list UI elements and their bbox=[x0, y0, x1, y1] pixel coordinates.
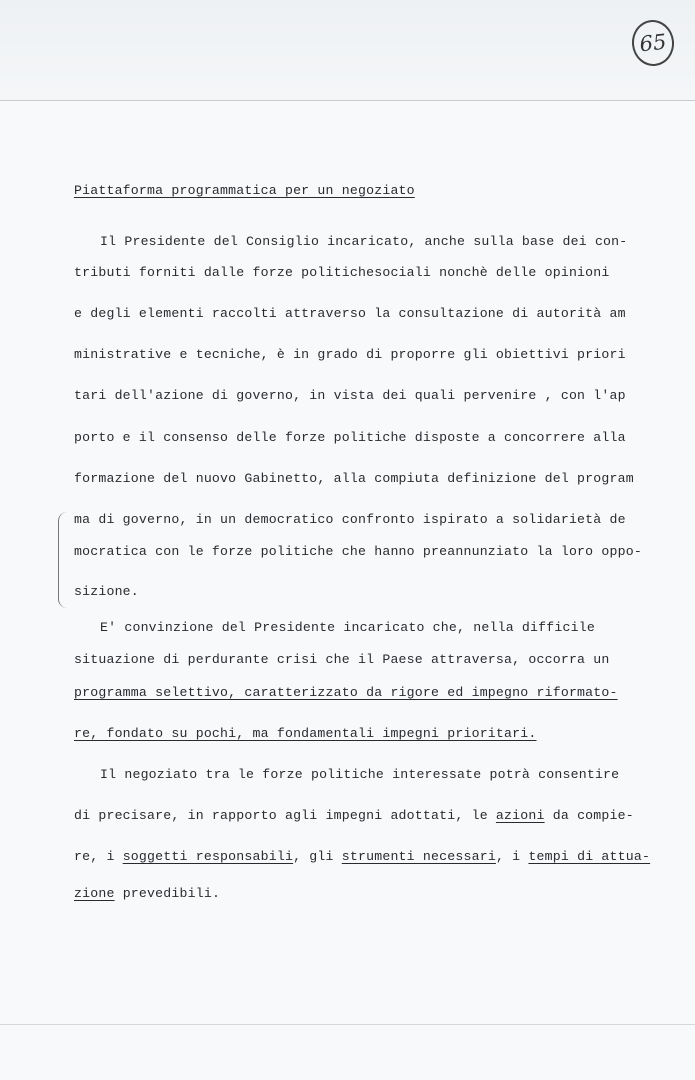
text-span: , gli bbox=[293, 849, 342, 864]
text-span: re, i bbox=[74, 849, 123, 864]
text-line-underlined: re, fondato su pochi, ma fondamentali impegni prioritari. bbox=[74, 726, 537, 741]
text-line bbox=[74, 849, 650, 864]
text-line: situazione di perdurante crisi che il Paese attraversa, occorra un bbox=[74, 652, 610, 667]
text-line: formazione del nuovo Gabinetto, alla compiuta definizione del program bbox=[74, 471, 634, 486]
text-line: E' convinzione del Presidente incaricato che, nella difficile bbox=[100, 620, 595, 635]
underlined-term: azioni bbox=[495, 808, 545, 823]
text-span: di precisare, in rapporto agli impegni adottati, le bbox=[74, 808, 496, 823]
text-line: e degli elementi raccolti attraverso la consultazione di autorità am bbox=[74, 306, 626, 321]
margin-bracket bbox=[58, 512, 67, 608]
text-line bbox=[74, 886, 220, 901]
text-line-underlined: programma selettivo, caratterizzato da rigore ed impegno riformato- bbox=[74, 685, 618, 700]
scan-header-band bbox=[0, 0, 695, 101]
text-line: mocratica con le forze politiche che hanno preannunziato la loro oppo- bbox=[74, 544, 642, 559]
text-line: ma di governo, in un democratico confronto ispirato a solidarietà de bbox=[74, 512, 626, 527]
document-title: Piattaforma programmatica per un negoziato bbox=[74, 183, 415, 198]
text-line: tributi forniti dalle forze politichesociali nonchè delle opinioni bbox=[74, 265, 610, 280]
text-line: Il Presidente del Consiglio incaricato, anche sulla base dei con- bbox=[100, 234, 628, 249]
text-line: sizione. bbox=[74, 584, 139, 599]
underlined-term: strumenti necessari bbox=[341, 849, 496, 864]
text-line bbox=[74, 808, 634, 823]
underlined-term: soggetti responsabili bbox=[122, 849, 294, 864]
text-line: porto e il consenso delle forze politiche disposte a concorrere alla bbox=[74, 430, 626, 445]
text-line: Il negoziato tra le forze politiche interessate potrà consentire bbox=[100, 767, 620, 782]
page-number-stamp: 65 bbox=[630, 18, 677, 68]
text-line: ministrative e tecniche, è in grado di proporre gli obiettivi priori bbox=[74, 347, 626, 362]
underlined-term: zione bbox=[74, 886, 115, 901]
text-line: tari dell'azione di governo, in vista dei quali pervenire , con l'ap bbox=[74, 388, 626, 403]
text-span: , i bbox=[495, 849, 529, 864]
text-span: prevedibili. bbox=[114, 886, 221, 901]
scan-bottom-edge bbox=[0, 1024, 695, 1025]
text-span: da compie- bbox=[544, 808, 634, 823]
underlined-term: tempi di attua- bbox=[528, 849, 651, 864]
